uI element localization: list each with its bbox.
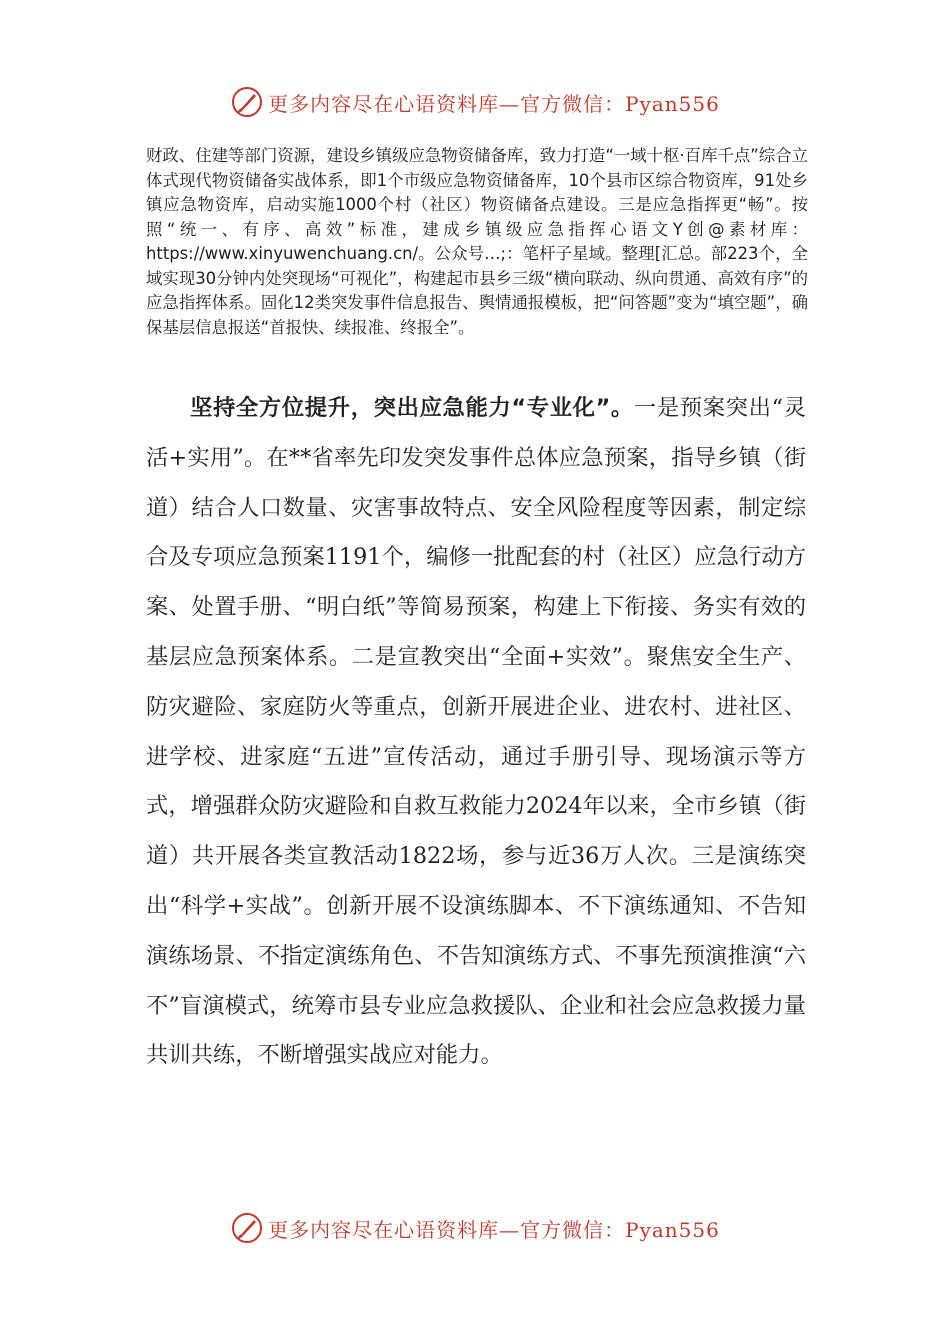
paragraph-2-lead: 坚持全方位提升，突出应急能力“专业化”。 — [190, 395, 634, 421]
header-banner — [0, 82, 950, 122]
paragraph-2 — [146, 384, 806, 1081]
paragraph-2-body: 一是预案突出“灵活+实用”。在**省率先印发突发事件总体应急预案，指导乡镇（街道）结合人口数量、灾害事故特点、安全风险程度等因素，制定综合及专项应急预案1191个，编修一批配套的村（社区）应急行动方案、处置手册、“明白纸”等简易预案，构建上下衔接、务实有效的基层应急预案体系。二是宣教突出“全面+实效”。聚焦安全生产、防灾避险、家庭防火等重点，创新开展进企业、进农村、进社区、进学校、进家庭“五进”宣传活动，通过手册引导、现场演示等方式，增强群众防灾避险和自救互救能力2024年以来，全市乡镇（街道）共开展各类宣教活动1822场，参与近36万人次。三是演练突出“科学+实战”。创新开展不设演练脚本、不下演练通知、不告知演练场景、不指定演练角色、不告知演练方式、不事先预演推演“六不”盲演模式，统筹市县专业应急救援队、企业和社会应急救援力量共训共练，不断增强实战应对能力。 — [146, 395, 806, 1069]
footer-banner-text: 更多内容尽在心语资料库—官方微信：Pyan556 — [268, 1217, 720, 1242]
quill-logo-icon — [230, 1211, 264, 1245]
quill-logo-icon — [230, 85, 264, 119]
header-banner-text: 更多内容尽在心语资料库—官方微信：Pyan556 — [268, 91, 720, 116]
footer-banner — [0, 1208, 950, 1248]
paragraph-1: 财政、住建等部门资源，建设乡镇级应急物资储备库，致力打造“一域十枢·百库千点”综合立体式现代物资储备实战体系，即1个市级应急物资储备库，10个县市区综合物资库，91处乡镇应急物资库，启动实施1000个村（社区）物资储备点建设。三是应急指挥更“畅”。按照“统一、有序、高效”标准，建成乡镇级应急指挥心语文Y创@素材库：https://www.xinyuwenchuang.cn/。公众号…;：笔杆子星域。整理[汇总。部223个，全域实现30分钟内处突现场“可视化”，构建起市县乡三级“横向联动、纵向贯通、高效有序”的应急指挥体系。固化12类突发事件信息报告、舆情通报模板，把“问答题”变为“填空题”，确保基层信息报送“首报快、续报准、终报全”。 — [146, 146, 808, 337]
